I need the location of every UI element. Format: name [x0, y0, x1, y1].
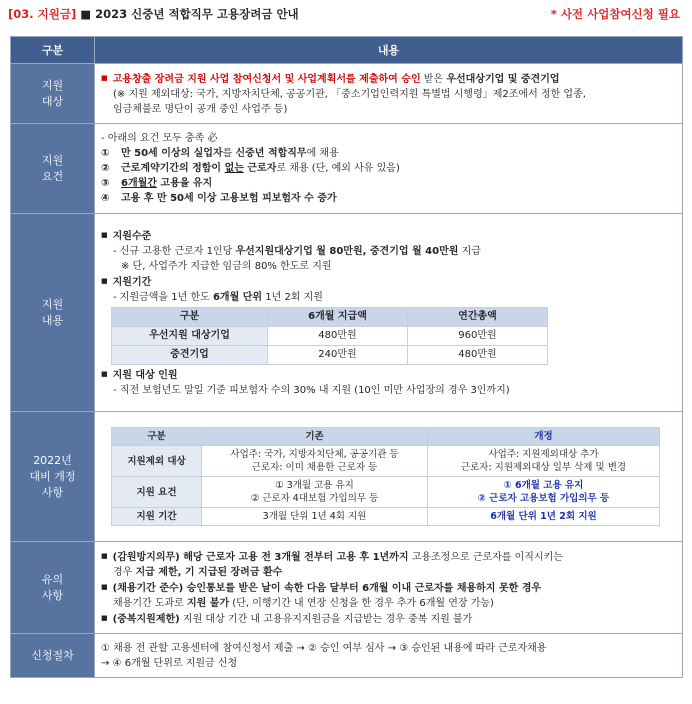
support-content-content: [95, 214, 683, 412]
header-content: 내용: [95, 37, 683, 64]
cautions-content: [95, 542, 683, 634]
amount-table-header: 구분 6개월 지급액 연간총액: [112, 307, 548, 326]
requirements-intro: - 아래의 요건 모두 충족 必: [101, 133, 218, 144]
info-table: [10, 36, 683, 678]
amount-table: [111, 307, 548, 365]
table-row: 지원 요건 ① 3개월 고용 유지 ② 근로자 4대보험 가입의무 등 ① 6개월 고용 유지 ② 근로자 고용보험 가입의무 등: [112, 477, 660, 508]
requirement-item: ③ 6개월간 고용을 유지: [101, 178, 213, 189]
caution-item: ■ (중복지원제한) 지원 대상 기간 내 고용유지지원금을 지급받는 경우 중복 지원 불가: [101, 611, 676, 627]
level-note: ※ 단, 사업주가 지급한 임금의 80% 한도로 지원: [121, 260, 332, 272]
page-title: 2023 신중년 적합직무 고용장려금 안내: [95, 7, 299, 21]
period-text: - 지원금액을 1년 한도 6개월 단위 1년 2회 지원: [113, 291, 323, 303]
support-target-content: [95, 64, 683, 124]
table-row: 지원제외 대상 사업주: 국가, 지방자치단체, 공공기관 등 근로자: 이미 채용한 근로자 등 사업주: 지원제외대상 추가 근로자: 지원제외대상 일부 삭제 및 변경: [112, 446, 660, 477]
period-title: ■ 지원기간: [101, 274, 676, 290]
row-support-target: [11, 64, 683, 124]
target-main-line: ■ 고용창출 장려금 지원 사업 참여신청서 및 사업계획서를 제출하여 승인 받은 우선대상기업 및 중견기업: [101, 71, 676, 87]
procedure-line: → ④ 6개월 단위로 지원금 신청: [101, 657, 238, 669]
procedure-line: ① 채용 전 관할 고용센터에 참여신청서 제출 → ② 승인 여부 심사 → ③ 승인된 내용에 따라 근로자채용: [101, 642, 547, 654]
label-procedure: 신청절차: [11, 634, 95, 678]
level-title: ■ 지원수준: [101, 228, 676, 244]
amendments-content: [95, 412, 683, 542]
caution-item: ■ (채용기간 준수) 승인통보를 받은 날이 속한 다음 달부터 6개월 이내 근로자를 채용하지 못한 경우: [101, 580, 676, 596]
row-procedure: [11, 634, 683, 678]
persons-title: ■ 지원 대상 인원: [101, 367, 676, 383]
title-bar: [8, 6, 684, 32]
requirement-item: ④ 고용 후 만 50세 이상 고용보험 피보험자 수 증가: [101, 193, 337, 204]
square-bullet: ■: [80, 7, 92, 21]
row-amendments: [11, 412, 683, 542]
table-header-row: [11, 37, 683, 64]
label-amendments: 2022년 대비 개정 사항: [11, 412, 95, 542]
caution-item-cont: 경우 지급 제한, 기 지급된 장려금 환수: [113, 566, 283, 578]
header-category: 구분: [11, 37, 95, 64]
row-support-requirements: [11, 124, 683, 214]
label-support-requirements: 지원 요건: [11, 124, 95, 214]
table-row: 지원 기간 3개월 단위 1년 4회 지원 6개월 단위 1년 2회 지원: [112, 508, 660, 526]
target-exclusion-line-2: 임금체불로 명단이 공개 중인 사업주 등): [113, 103, 288, 115]
requirement-item: ② 근로계약기간의 정함이 없는 근로자로 채용 (단, 예외 사유 있음): [101, 163, 400, 174]
procedure-content: [95, 634, 683, 678]
amendment-table: [111, 427, 660, 526]
support-requirements-content: [95, 124, 683, 214]
requirement-item: ① 만 50세 이상의 실업자를 신중년 적합직무에 채용: [101, 148, 339, 159]
row-support-content: [11, 214, 683, 412]
persons-text: - 직전 보험년도 말일 기준 피보험자 수의 30% 내 지원 (10인 미만 사업장의 경우 3인까지): [113, 384, 510, 396]
label-support-target: 지원 대상: [11, 64, 95, 124]
row-cautions: [11, 542, 683, 634]
amendment-table-header: 구분 기존 개정: [112, 428, 660, 446]
prerequisite-note: * 사전 사업참여신청 필요: [550, 7, 680, 21]
level-text: - 신규 고용한 근로자 1인당 우선지원대상기업 월 80만원, 중견기업 월 40만원 지급: [113, 245, 481, 257]
caution-item: ■ (감원방지의무) 해당 근로자 고용 전 3개월 전부터 고용 후 1년까지 고용조정으로 근로자를 이직시키는: [101, 549, 676, 565]
label-cautions: 유의 사항: [11, 542, 95, 634]
table-row: 우선지원 대상기업 480만원 960만원: [112, 326, 548, 345]
table-row: 중견기업 240만원 480만원: [112, 345, 548, 364]
category-tag: [03. 지원금]: [8, 7, 77, 21]
caution-item-cont: 채용기간 도과로 지원 불가 (단, 이행기간 내 연장 신청을 한 경우 추가 6개월 연장 가능): [113, 597, 494, 609]
target-exclusion-line: (※ 지원 제외대상: 국가, 지방자치단체, 공공기관, 「중소기업인력지원 특별법 시행령」제2조에서 정한 업종,: [113, 88, 586, 100]
label-support-content: 지원 내용: [11, 214, 95, 412]
